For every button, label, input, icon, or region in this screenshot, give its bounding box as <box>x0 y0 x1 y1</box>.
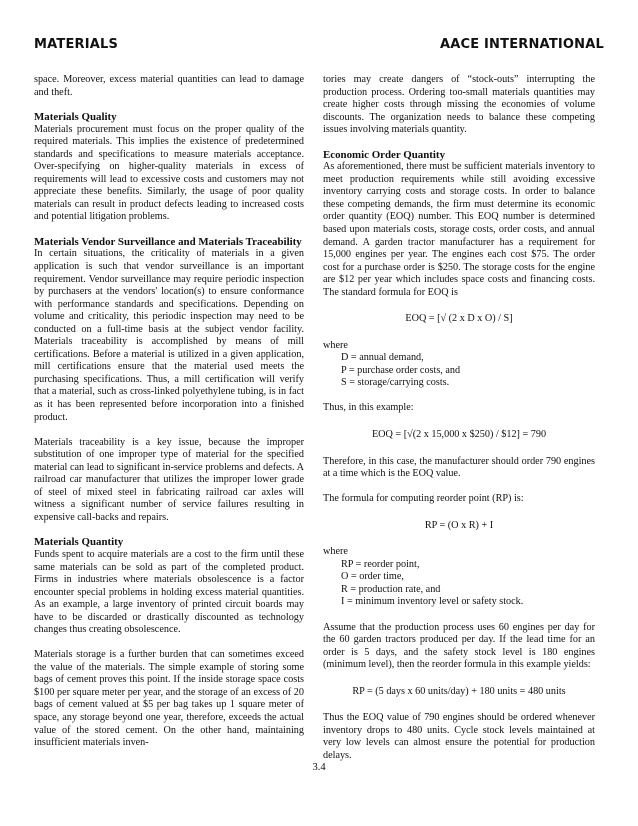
running-header-left: MATERIALS <box>34 37 119 52</box>
continued-paragraph-right: tories may create dangers of “stock-outs” interrupting the production process. Ordering too-small materials quantities may create higher costs through missing the economies of volume discounts. The organization needs to balance these competing issues involving materials quantity. <box>323 74 595 136</box>
definition-i: I = minimum inventory level or safety stock. <box>341 596 524 608</box>
paragraph-traceability: Materials traceability is a key issue, because the improper substitution of one improper type of material for the specified material can lead to significant in-service problems and defects. A railroad car manufacturer that utilizes the improper lower grade of steel of mixed steel in fabricating railroad car axles will witness a significant number of service failures resulting in expensive call-backs and repairs. <box>34 436 304 523</box>
paragraph-final: Thus the EOQ value of 790 engines should be ordered whenever inventory drops to 480 units. Cycle stock levels maintained at very low levels can almost ensure the potential for production delays. <box>323 712 595 761</box>
formula-eoq-example: EOQ = [√(2 x 15,000 x $250) / $12] = 790 <box>371 429 547 441</box>
heading-materials-quality: Materials Quality <box>34 111 117 124</box>
left-column <box>34 74 304 750</box>
definition-rp: RP = reorder point, <box>341 558 420 570</box>
running-header-right: AACE INTERNATIONAL <box>439 37 604 52</box>
paragraph-storage: Materials storage is a further burden that can sometimes exceed the value of the materials. The simple example of storing some bags of cement proves this point. If the inside storage space costs $100 per square meter per year, and the storage of an excess of 20 bags of cement valued at $5 per bag takes up 1 square meter of space, any storage beyond one year, therefore, exceeds the actual value of the stored cement. On the other hand, maintaining insufficient materials inven- <box>34 649 304 749</box>
definition-o: O = order time, <box>341 571 404 583</box>
formula-rp: RP = (O x R) + I <box>424 519 494 531</box>
definition-s: S = storage/carrying costs. <box>341 377 450 389</box>
continued-paragraph: space. Moreover, excess material quantities can lead to damage and theft. <box>34 74 304 98</box>
definition-r: R = production rate, and <box>341 583 441 595</box>
paragraph-vendor: In certain situations, the criticality of materials in a given application is such that vendor surveillance is an important requirement. Vendor surveillance may require periodic inspection by purchasers at the vendors' location(s) to ensure conformance with performance standards and specifications. Depending on volume and criticality, this periodic inspection may need to be conducted on a full-time basis at the subject vendor facility. Materials traceability is accomplished by means of mill certifications. Before a material is utilized in a given application, mill certifications ensure that the material used meets the purchasing specifications. Thus, a mill certification will verify that a material, such as cross-linked polyethylene tubing, is in fact as it has been represented before incorporation into a finished product. <box>34 248 304 423</box>
formula-rp-example: RP = (5 days x 60 units/day) + 180 units = 480 units <box>352 685 566 697</box>
paragraph-quantity: Funds spent to acquire materials are a cost to the firm until these same materials can be sold as part of the completed product. Firms in industries where materials obsolescence is a factor encounter special problems in holding excess material quantities. As an example, a large inventory of printed circuit boards may have to be discarded or drastically discounted as technology changes thus creating obsolescence. <box>34 548 304 636</box>
paragraph-eoq: As aforementioned, there must be sufficient materials inventory to meet production requirements while still avoiding excessive inventory carrying costs and storage costs. In order to balance these competing demands, the firm must determine its economic order quantity (EOQ) number. This EOQ number is determined based upon materials costs, storage costs, order costs, and annual demand. A garden tractor manufacturer has a requirement for 15,000 engines per year. The engines each cost $75. The order cost for a purchase order is $250. The storage costs for the engine are $12 per year which includes space costs and financing costs. The standard formula for EOQ is <box>323 161 595 298</box>
where-label: where <box>323 339 348 351</box>
definition-d: D = annual demand, <box>341 352 424 364</box>
heading-vendor-surveillance: Materials Vendor Surveillance and Materials Traceability <box>34 235 302 248</box>
where-label-2: where <box>323 546 348 558</box>
paragraph-rp-intro: The formula for computing reorder point (RP) is: <box>323 493 524 505</box>
paragraph-quality: Materials procurement must focus on the proper quality of the required materials. This implies the existence of predetermined standards and specifications to measure materials acceptance. Over-specifying on higher-quality materials in excess of requirements will lead to excessive costs and customers may not appreciate these benefits. Similarly, the usage of poor quality materials can result in product defects leading to increased costs and potential litigation problems. <box>34 123 304 223</box>
page-number: 3.4 <box>312 762 326 773</box>
paragraph-therefore: Therefore, in this case, the manufacturer should order 790 engines at a time which is the EOQ value. <box>323 455 595 480</box>
heading-eoq: Economic Order Quantity <box>323 148 446 161</box>
paragraph-assume: Assume that the production process uses 60 engines per day for the 60 garden tractors produced per day. If the lead time for an order is 5 days, and the safety stock level is 180 engines (minimum level), then the reorder formula in this example yields: <box>323 621 595 671</box>
definition-p: P = purchase order costs, and <box>341 364 461 376</box>
heading-materials-quantity: Materials Quantity <box>34 536 124 549</box>
formula-eoq: EOQ = [√ (2 x D x O) / S] <box>405 313 513 325</box>
example-intro: Thus, in this example: <box>323 402 414 414</box>
right-column <box>323 74 595 762</box>
